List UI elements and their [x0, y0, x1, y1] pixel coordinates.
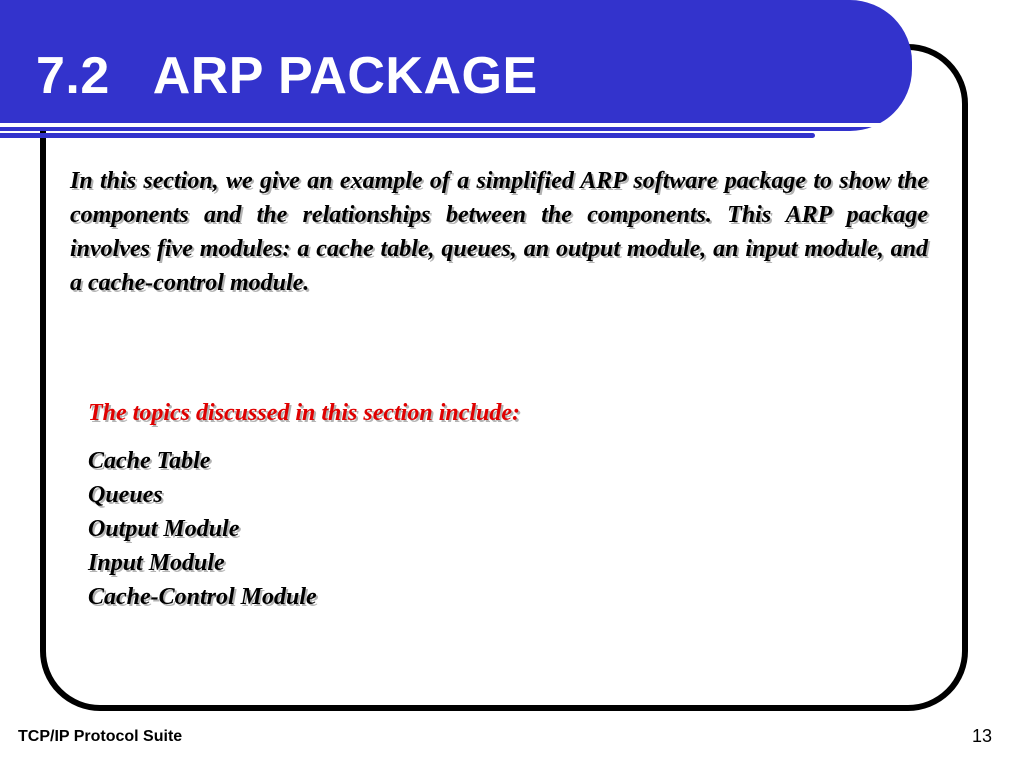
- topics-list: [88, 444, 317, 614]
- title-underline-blue: [0, 133, 815, 138]
- slide-title: 7.2 ARP PACKAGE: [36, 47, 538, 105]
- title-underline-white: [0, 123, 885, 127]
- topics-heading: The topics discussed in this section include:: [88, 400, 521, 426]
- topic-item-output-module: Output Module: [88, 516, 240, 542]
- topic-item-input-module: Input Module: [88, 550, 225, 576]
- page-number: 13: [971, 726, 992, 746]
- topic-item-queues: Queues: [88, 482, 163, 508]
- intro-paragraph: In this section, we give an example of a simplified ARP software package to show the components and the relationships between the components. This ARP package involves five modules: a cache table, queues, an output module, an input module, and a cache-control module.: [70, 168, 928, 296]
- topic-item-cache-control-module: Cache-Control Module: [88, 584, 317, 610]
- footer-course-title: TCP/IP Protocol Suite: [18, 728, 183, 745]
- topic-item-cache-table: Cache Table: [88, 448, 211, 474]
